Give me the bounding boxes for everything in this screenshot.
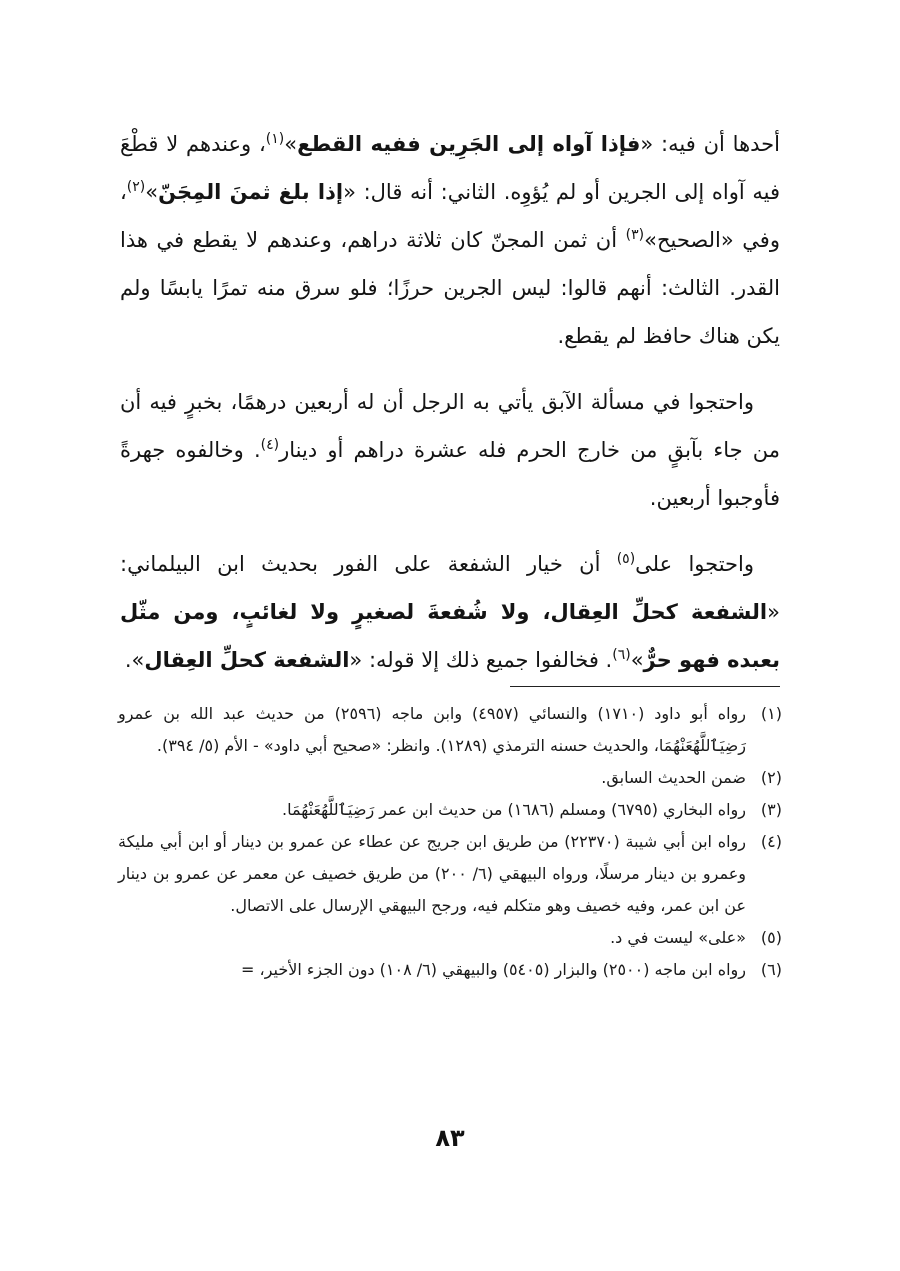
footnote xyxy=(118,922,782,954)
paragraph xyxy=(120,120,780,360)
text-run: » xyxy=(630,648,644,672)
footnote-ref: (٦) xyxy=(612,647,631,663)
text-run: . وخالفوه جهرةً فأوجبوا أربعين. xyxy=(120,438,780,510)
footnote-text: رواه أبو داود (١٧١٠) والنسائي (٤٩٥٧) وابن ماجه (٢٥٩٦) من حديث عبد الله بن عمرو رَضِيَٱللَّهُعَنْهُمَا، والحديث حسنه الترمذي (١٢٨٩). وانظر: «صحيح أبي داود» - الأم (٥/ ٣٩٤). xyxy=(118,704,747,755)
main-text xyxy=(120,120,780,702)
footnote-text: ضمن الحديث السابق. xyxy=(601,768,746,787)
footnote-text: رواه ابن أبي شيبة (٢٢٣٧٠) من طريق ابن جريج عن عطاء عن عمرو بن دينار أو ابن أبي مليكة وعمرو بن دينار مرسلًا، ورواه البيهقي (٦/ ٢٠٠) من طريق خصيف عن معمر عن عمرو بن دينار عن ابن عمر، وفيه خصيف وهو متكلم فيه، ورجح البيهقي الإرسال على الاتصال. xyxy=(118,832,747,915)
text-run: ، وعندهم لا قطْعَ فيه آواه إلى الجرين أو لم يُؤوِه. الثاني: أنه قال: « xyxy=(120,132,781,204)
footnotes xyxy=(118,698,782,986)
footnote-number: (٥) xyxy=(760,928,782,947)
text-run: واحتجوا على xyxy=(635,552,754,576)
footnote-ref: (٢) xyxy=(126,179,146,195)
footnote-text: رواه البخاري (٦٧٩٥) ومسلم (١٦٨٦) من حديث ابن عمر رَضِيَٱللَّهُعَنْهُمَا. xyxy=(282,800,746,819)
hadith-quote: فإذا آواه إلى الجَرِين ففيه القطع xyxy=(297,132,641,156)
footnote xyxy=(118,954,782,986)
footnote-number: (٦) xyxy=(760,960,782,979)
footnote-text: رواه ابن ماجه (٢٥٠٠) والبزار (٥٤٠٥) والبيهقي (٦/ ١٠٨) دون الجزء الأخير، = xyxy=(241,960,746,979)
footnote xyxy=(118,762,782,794)
text-run: » xyxy=(145,180,159,204)
footnote xyxy=(118,698,782,762)
footnote xyxy=(118,794,782,826)
footnote-ref: (٤) xyxy=(260,437,280,453)
paragraph xyxy=(120,540,780,684)
footnote-ref: (٣) xyxy=(625,227,645,243)
footnote-number: (٢) xyxy=(760,768,782,787)
footnote-number: (٤) xyxy=(760,832,782,851)
hadith-quote: الشفعة كحلِّ العِقال، ولا شُفعةَ لصغيرٍ ولا لغائبٍ، ومن مثّل بعبده فهو حرٌّ xyxy=(120,600,780,672)
footnote-separator xyxy=(510,686,780,687)
hadith-quote: الشفعة كحلِّ العِقال xyxy=(144,648,350,672)
footnote-number: (١) xyxy=(760,704,782,723)
hadith-quote: إذا بلغ ثمنَ المِجَنّ xyxy=(158,180,344,204)
paragraph xyxy=(120,378,780,522)
footnote xyxy=(118,826,782,922)
text-run: واحتجوا في مسألة الآبق يأتي به الرجل أن له أربعين درهمًا، بخبرٍ فيه أن من جاء بآبقٍ من خارج الحرم فله عشرة دراهم أو دينار xyxy=(120,390,781,462)
text-run: أن خيار الشفعة على الفور بحديث ابن البيلماني: « xyxy=(120,552,780,624)
footnote-text: «على» ليست في د. xyxy=(610,928,746,947)
text-run: ». xyxy=(124,648,145,672)
text-run: . فخالفوا جميع ذلك إلا قوله: « xyxy=(349,648,613,672)
text-run: أن ثمن المجنّ كان ثلاثة دراهم، وعندهم لا يقطع في هذا القدر. الثالث: أنهم قالوا: ليس الجرين حرزًا؛ فلو سرق منه تمرًا يابسًا ولم يكن هناك حافظ لم يقطع. xyxy=(120,228,780,348)
text-run: » xyxy=(284,132,298,156)
footnote-ref: (٥) xyxy=(616,551,636,567)
footnote-number: (٣) xyxy=(760,800,782,819)
footnote-ref: (١) xyxy=(265,131,285,147)
page-number: ٨٣ xyxy=(435,1124,465,1152)
text-run: أحدها أن فيه: « xyxy=(640,132,780,156)
text-run: ، وفي «الصحيح» xyxy=(120,180,780,252)
